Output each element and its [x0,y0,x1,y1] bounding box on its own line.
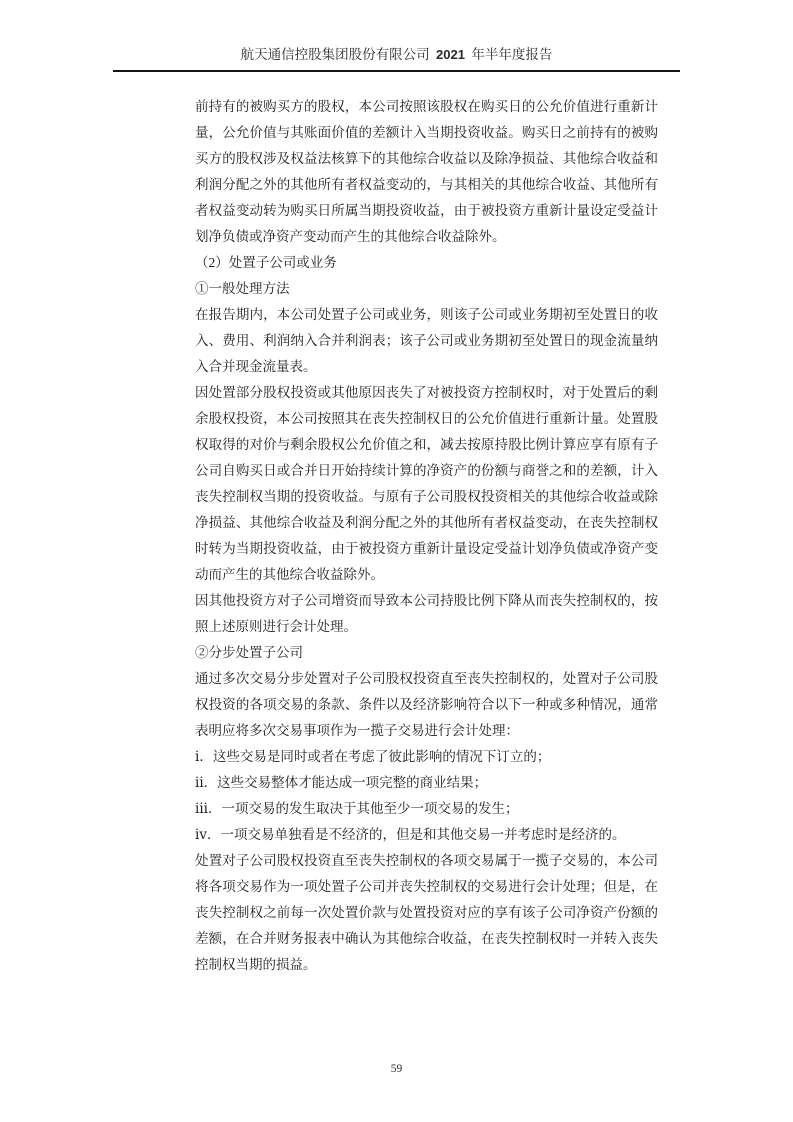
list-item-i: ⅰ．这些交易是同时或者在考虑了彼此影响的情况下订立的； [195,749,551,764]
para-reporting-period-disposal: 在报告期内，本公司处置子公司或业务，则该子公司或业务期初至处置日的收入、费用、利润纳入合并利润表；该子公司或业务期初至处置日的现金流量纳入合并现金流量表。 [195,307,658,374]
header-report-year: 2021 [436,47,465,62]
heading-stepwise-disposal-subsidiary: ②分步处置子公司 [195,645,303,660]
page-header [113,46,680,72]
para-capital-increase-dilution: 因其他投资方对子公司增资而导致本公司持股比例下降从而丧失控制权的，按照上述原则进行会计处理。 [195,593,658,634]
para-prior-held-equity: 前持有的被购买方的股权，本公司按照该股权在购买日的公允价值进行重新计量，公允价值与其账面价值的差额计入当期投资收益。购买日之前持有的被购买方的股权涉及权益法核算下的其他综合收益以及除净损益、其他综合收益和利润分配之外的其他所有者权益变动的，与其相关的其他综合收益、其他所有者权益变动转为购买日所属当期投资收益，由于被投资方重新计量设定受益计划净负债或净资产变动而产生的其他综合收益除外。 [195,99,658,244]
heading-general-treatment-method: ①一般处理方法 [195,281,290,296]
list-item-iv: ⅳ．一项交易单独看是不经济的，但是和其他交易一并考虑时是经济的。 [195,827,626,842]
document-body [195,94,658,978]
page-number: 59 [390,1063,403,1075]
para-loss-of-control-remeasure: 因处置部分股权投资或其他原因丧失了对被投资方控制权时，对于处置后的剩余股权投资，本公司按照其在丧失控制权日的公允价值进行重新计量。处置股权取得的对价与剩余股权公允价值之和，减去按原持股比例计算应享有原有子公司自购买日或合并日开始持续计算的净资产的份额与商誉之和的差额，计入丧失控制权当期的投资收益。与原有子公司股权投资相关的其他综合收益或除净损益、其他综合收益及利润分配之外的其他所有者权益变动，在丧失控制权时转为当期投资收益，由于被投资方重新计量设定受益计划净负债或净资产变动而产生的其他综合收益除外。 [195,385,658,582]
list-item-iii: ⅲ．一项交易的发生取决于其他至少一项交易的发生； [195,801,519,816]
para-multiple-transactions-package: 通过多次交易分步处置对子公司股权投资直至丧失控制权的，处置对子公司股权投资的各项交易的条款、条件以及经济影响符合以下一种或多种情况，通常表明应将多次交易事项作为一揽子交易进行会计处理： [195,671,658,738]
heading-dispose-subsidiary-or-business: （2）处置子公司或业务 [195,255,337,270]
para-package-deal-accounting: 处置对子公司股权投资直至丧失控制权的各项交易属于一揽子交易的，本公司将各项交易作为一项处置子公司并丧失控制权的交易进行会计处理；但是，在丧失控制权之前每一次处置价款与处置投资对应的享有该子公司净资产份额的差额，在合并财务报表中确认为其他综合收益，在丧失控制权时一并转入丧失控制权当期的损益。 [195,853,658,972]
header-report-type: 年半年度报告 [471,47,553,62]
list-item-ii: ⅱ．这些交易整体才能达成一项完整的商业结果； [195,775,488,790]
header-company-name: 航天通信控股集团股份有限公司 [240,47,430,62]
